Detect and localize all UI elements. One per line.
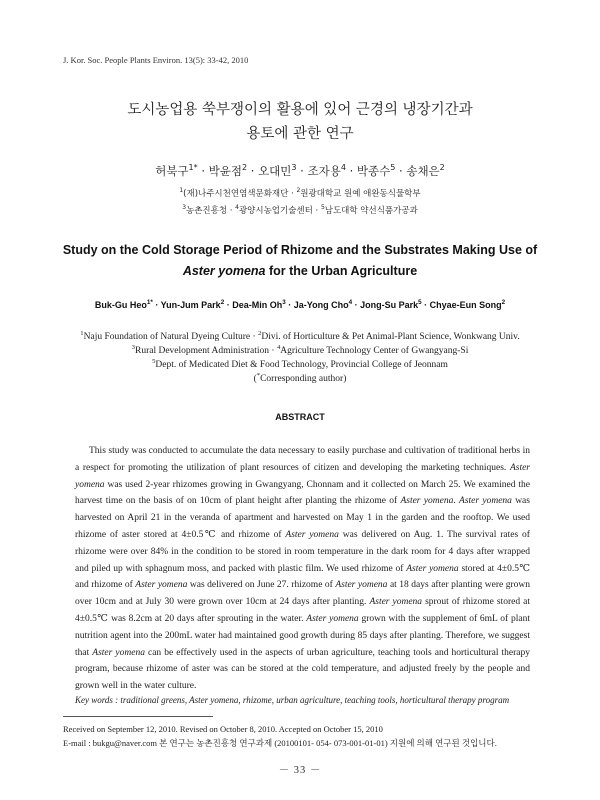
author-marker: 5 — [418, 299, 422, 306]
author — [209, 164, 247, 178]
species-name: Aster yomena — [285, 529, 339, 540]
corresponding-marker: * — [256, 371, 261, 379]
separator: · — [312, 206, 321, 216]
affiliation-marker: 2 — [296, 187, 301, 195]
abstract-text: can be effectively used in the aspects of urban agriculture, teaching tools and horticultural therapy program, because rhizome of aster was can be stored at the cold temperature, and adjusted freely by the people and grown well in the water culture. — [75, 647, 530, 692]
author — [360, 300, 422, 310]
author — [95, 300, 153, 310]
author-marker: 3 — [291, 163, 297, 173]
keywords — [75, 695, 535, 705]
footnotes — [63, 722, 543, 750]
affiliation-text: Naju Foundation of Natural Dyeing Culture — [83, 332, 251, 342]
affiliation-text: 원광대학교 원예 애완동식물학부 — [300, 189, 421, 199]
affiliation-marker: 3 — [131, 343, 135, 351]
separator: · — [395, 164, 407, 178]
affiliation-marker: 2 — [258, 329, 262, 337]
affiliation-text: 광양시농업기술센터 — [238, 206, 313, 216]
author-name: 박윤점 — [208, 164, 242, 178]
affiliation-marker: 1 — [179, 187, 184, 195]
author-name: 송채은 — [406, 164, 440, 178]
abstract-text: sprout of rhizome stored at 4±0.5℃ was 8.2cm at 20 days after sprouting in the water. — [75, 597, 530, 624]
affiliation-text: Divi. of Horticulture & Pet Animal-Plant Science, Wonkwang Univ. — [261, 332, 520, 342]
author-name: Chyae-Eun Song — [429, 300, 502, 310]
footnote-divider — [63, 716, 213, 717]
affiliation-marker: 3 — [182, 204, 186, 212]
author-name: 박종수 — [356, 164, 391, 178]
separator: · — [269, 346, 277, 356]
affiliation-text: 남도대학 약선식품가공과 — [324, 206, 418, 216]
author — [308, 164, 346, 178]
english-affiliation-line-3 — [40, 358, 560, 372]
page-number: － 33 － — [278, 765, 322, 776]
separator: · — [345, 164, 357, 178]
abstract-text: stored at 4±0.5℃ and rhizome of — [75, 563, 530, 591]
separator: · — [296, 164, 308, 178]
species-name: Aster yomena — [92, 647, 145, 658]
english-title-line-1: Study on the Cold Storage Period of Rhizome and the Substrates Making Use of — [62, 243, 538, 257]
author-marker: 2 — [241, 163, 248, 173]
abstract-text: grown with the supplement of 6mL of plant nutrition agent into the 200mL water had maintained good growth during 85 days after planting. Therefore, we suggest that — [75, 613, 530, 658]
affiliation-text: Agriculture Technology Center of Gwangyang-Si — [280, 346, 469, 356]
author-marker: 3 — [282, 299, 286, 306]
author — [258, 164, 296, 178]
separator: · — [224, 300, 233, 310]
korean-title-line-1: 도시농업용 쑥부쟁이의 활용에 있어 근경의 냉장기간과 — [127, 102, 473, 118]
species-name: Aster yomena — [335, 580, 388, 591]
species-name: Aster yomena — [406, 563, 459, 574]
keywords-label: Key words — [75, 695, 113, 705]
journal-citation-header: J. Kor. Soc. People Plants Environ. 13(5): 33-42, 2010 — [63, 55, 249, 65]
korean-author-list — [40, 163, 560, 179]
english-affiliation-line-1 — [40, 330, 560, 344]
corresponding-author-note: (*Corresponding author) — [253, 371, 347, 384]
abstract-text: was used 2-year rhizomes growing in Gwangyang, Chonnam and it collected on March 25. We examined the harvest time on the basis of on 10cm of plant height after planting the rhizome of — [75, 479, 530, 507]
author-marker: 1* — [146, 299, 153, 306]
author — [155, 164, 197, 178]
affiliation-text: 농촌진흥청 — [186, 206, 228, 216]
abstract-body — [75, 443, 530, 695]
author-name: 오대민 — [258, 164, 292, 178]
author-marker: 5 — [390, 163, 396, 173]
species-name: Aster yomena — [75, 462, 530, 490]
abstract-text: was delivered on Aug. 1. The survival rates of rhizome were over 84% in the condition to be stored in room temperature in the dark room for 4 days after wrapped and piled up with sphagnum moss, and packed with plastic film. We used rhizome of — [75, 529, 530, 574]
author — [406, 164, 444, 178]
author — [357, 164, 395, 178]
english-title-species: Aster yomena — [182, 264, 266, 278]
affiliation-text: Rural Development Administration — [134, 346, 270, 356]
abstract-text: at 18 days after planting were grown over 10cm and at July 30 were grown over 10cm at 24 days after planting. — [75, 580, 530, 608]
author-name: Yun-Jum Park — [160, 300, 221, 310]
author-name: 허북구 — [155, 164, 189, 178]
english-author-list — [40, 300, 560, 310]
received-dates: Received on September 12, 2010. Revised on October 8, 2010. Accepted on October 15, 2010 — [63, 724, 383, 734]
separator: · — [197, 164, 209, 178]
author-name: Buk-Gu Heo — [94, 300, 147, 310]
author-marker: 4 — [340, 163, 346, 173]
korean-affiliation-line-2 — [40, 203, 560, 220]
author — [161, 300, 225, 310]
author — [232, 300, 286, 310]
author-name: Jong-Su Park — [360, 300, 419, 310]
author — [294, 300, 352, 310]
species-name: Aster yomena — [369, 597, 423, 608]
english-affiliations — [40, 330, 560, 386]
separator: · — [250, 332, 259, 342]
author-name: 조자용 — [307, 164, 341, 178]
affiliation-marker: 4 — [235, 204, 239, 212]
abstract-text: This study was conducted to accumulate the data necessary to easily purchase and cultivation of traditional herbs in a respect for promoting the utilization of plant resources of citizen and developing the marketing techniques. — [75, 446, 530, 473]
author-marker: 2 — [501, 299, 506, 306]
separator: · — [421, 300, 430, 310]
species-name: Aster yomena — [400, 496, 454, 507]
species-name: Aster yomena — [306, 613, 359, 624]
keywords-text: : traditional greens, Aster yomena, rhizome, urban agriculture, teaching tools, horticultural therapy program — [112, 695, 510, 705]
author-marker: 2 — [220, 299, 225, 306]
korean-title-line-2: 용토에 관한 연구 — [246, 126, 354, 142]
author — [430, 300, 506, 310]
author-marker: 2 — [439, 163, 445, 173]
affiliation-marker: 4 — [276, 343, 281, 351]
species-name: Aster yomena — [135, 580, 188, 591]
separator: · — [352, 300, 361, 310]
korean-title — [40, 98, 560, 146]
separator: · — [152, 300, 161, 310]
separator: · — [288, 189, 297, 199]
affiliation-marker: 5 — [320, 204, 325, 212]
english-affiliation-line-2 — [40, 344, 560, 358]
separator: · — [285, 300, 294, 310]
affiliation-marker: 1 — [80, 329, 84, 337]
email-funding-note: E-mail : bukgu@naver.com 본 연구는 농촌진흥청 연구과제 (20100101- 054- 073-001-01-01) 지원에 의해 연구된 것입니다. — [63, 738, 497, 748]
korean-affiliation-line-1 — [40, 186, 560, 203]
abstract-text: was harvested on April 21 in the veranda of apartment and harvested on May 1 in the garden and the rooftop. We used rhizome of aster stored at 4±0.5℃ and rhizome of — [75, 496, 530, 540]
species-name: Aster yomena — [459, 496, 512, 507]
affiliation-marker: 5 — [152, 357, 156, 365]
author-name: Dea-Min Oh — [232, 300, 283, 310]
english-title-line-2 — [40, 261, 560, 282]
abstract-text: was delivered on June 27. rhizome of — [187, 580, 336, 591]
author-name: Ja-Yong Cho — [293, 300, 349, 310]
abstract-heading: ABSTRACT — [275, 412, 325, 422]
author-marker: 4 — [348, 299, 353, 306]
separator: · — [227, 206, 236, 216]
english-title-suffix: for the Urban Agriculture — [265, 264, 418, 278]
english-title — [40, 240, 560, 282]
affiliation-text: (재)나주시천연염색문화재단 — [183, 189, 289, 199]
abstract-text: . — [453, 496, 460, 507]
author-marker: 1* — [188, 163, 198, 173]
affiliation-text: Dept. of Medicated Diet & Food Technology, Provincial College of Jeonnam — [155, 360, 448, 370]
corresponding-author-text: Corresponding author — [260, 374, 344, 384]
korean-affiliations — [40, 186, 560, 220]
separator: · — [247, 164, 259, 178]
